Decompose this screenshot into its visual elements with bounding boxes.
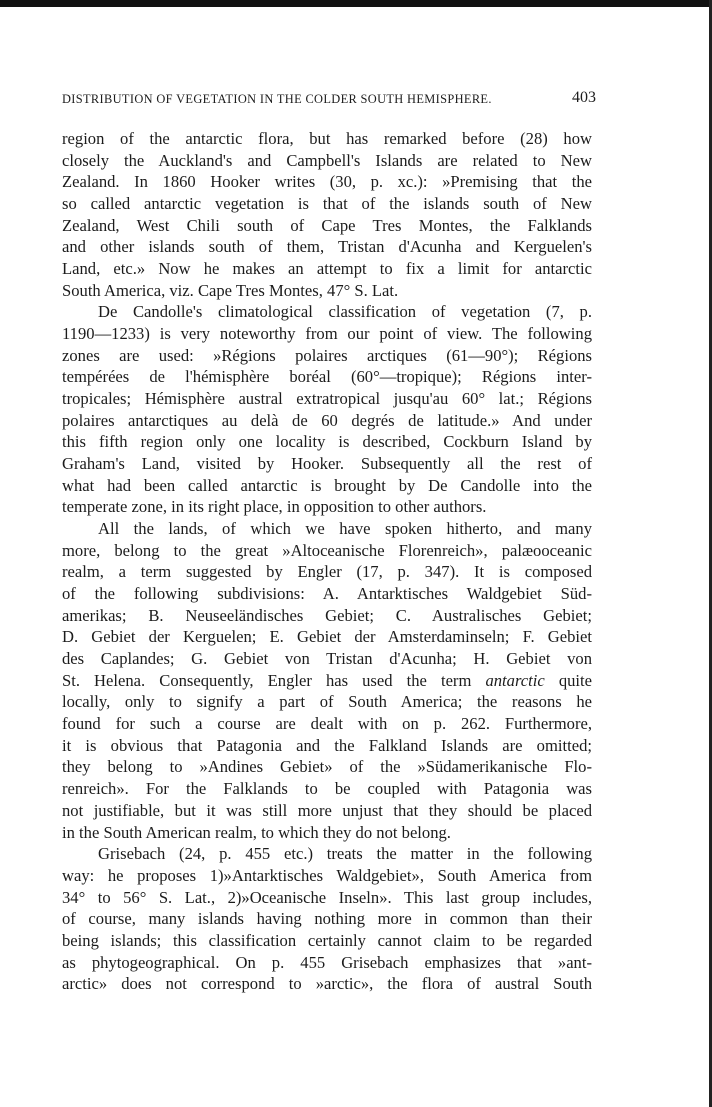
text-line: closely the Auckland's and Campbell's Islands are related to New bbox=[62, 150, 592, 170]
text-line: this fifth region only one locality is described, Cockburn Island by bbox=[62, 432, 592, 452]
text-line: being islands; this classification certainly cannot claim to be regarded bbox=[62, 930, 592, 950]
text-line: 1190—1233) is very noteworthy from our point of view. The following bbox=[62, 324, 592, 344]
page-number: 403 bbox=[572, 89, 596, 106]
body-text bbox=[62, 128, 592, 995]
text-line: des Caplandes; G. Gebiet von Tristan d'Acunha; H. Gebiet von bbox=[62, 649, 592, 669]
text-line: and other islands south of them, Tristan d'Acunha and Kerguelen's bbox=[62, 237, 592, 257]
text-line: renreich». For the Falklands to be coupled with Patagonia was bbox=[62, 779, 592, 799]
text-line: Zealand. In 1860 Hooker writes (30, p. xc.): »Premising that the bbox=[62, 172, 592, 192]
text-line: region of the antarctic flora, but has remarked before (28) how bbox=[62, 129, 592, 148]
text-line: as phytogeographical. On p. 455 Grisebach emphasizes that »ant- bbox=[62, 952, 592, 972]
text-line: more, belong to the great »Altoceanische Florenreich», palæooceanic bbox=[62, 540, 592, 560]
top-border-rule bbox=[0, 0, 712, 7]
text-line: Zealand, West Chili south of Cape Tres Montes, the Falklands bbox=[62, 215, 592, 235]
text-line: Graham's Land, visited by Hooker. Subsequently all the rest of bbox=[62, 454, 592, 474]
text-line: zones are used: »Régions polaires arctiques (61—90°); Régions bbox=[62, 345, 592, 365]
text-line: South America, viz. Cape Tres Montes, 47° S. Lat. bbox=[62, 280, 399, 300]
text-line: found for such a course are dealt with on p. 262. Furthermore, bbox=[62, 714, 592, 734]
text-line: temperate zone, in its right place, in opposition to other authors. bbox=[62, 497, 487, 517]
text-line: De Candolle's climatological classification of vegetation (7, p. bbox=[98, 302, 592, 322]
text-line: tropicales; Hémisphère austral extratropical jusqu'au 60° lat.; Régions bbox=[62, 389, 592, 409]
text-line: polaires antarctiques au delà de 60 degrés de latitude.» And under bbox=[62, 410, 592, 430]
text-line: arctic» does not correspond to »arctic», the flora of austral South bbox=[62, 974, 592, 994]
text-line: so called antarctic vegetation is that of the islands south of New bbox=[62, 194, 592, 214]
text-line: of course, many islands having nothing more in common than their bbox=[62, 909, 592, 929]
italic-term: antarctic bbox=[485, 670, 545, 690]
text-line bbox=[62, 670, 592, 692]
running-head bbox=[62, 89, 596, 107]
text-line: in the South American realm, to which they do not belong. bbox=[62, 822, 451, 842]
text-line: All the lands, of which we have spoken hitherto, and many bbox=[98, 519, 592, 539]
running-title: DISTRIBUTION OF VEGETATION IN THE COLDER SOUTH HEMISPHERE. bbox=[62, 92, 492, 106]
text-line: Land, etc.» Now he makes an attempt to fix a limit for antarctic bbox=[62, 259, 592, 279]
text-line: locally, only to signify a part of South America; the reasons he bbox=[62, 692, 592, 712]
text-line: amerikas; B. Neuseeländisches Gebiet; C. Australisches Gebiet; bbox=[62, 605, 592, 625]
text-segment: St. Helena. Consequently, Engler has used the term bbox=[62, 670, 472, 690]
text-line: of the following subdivisions: A. Antarktisches Waldgebiet Süd- bbox=[62, 584, 592, 604]
text-line: 34° to 56° S. Lat., 2)»Oceanische Inseln». This last group includes, bbox=[62, 887, 592, 907]
text-line: Grisebach (24, p. 455 etc.) treats the matter in the following bbox=[98, 844, 592, 864]
text-line: D. Gebiet der Kerguelen; E. Gebiet der Amsterdaminseln; F. Gebiet bbox=[62, 627, 592, 647]
text-line: way: he proposes 1)»Antarktisches Waldgebiet», South America from bbox=[62, 865, 592, 885]
text-line: realm, a term suggested by Engler (17, p. 347). It is composed bbox=[62, 562, 592, 582]
text-line: not justifiable, but it was still more unjust that they should be placed bbox=[62, 800, 592, 820]
text-segment: quite bbox=[558, 670, 593, 690]
text-line: it is obvious that Patagonia and the Falkland Islands are omitted; bbox=[62, 735, 592, 755]
text-line: what had been called antarctic is brought by De Candolle into the bbox=[62, 475, 592, 495]
text-line: tempérées de l'hémisphère boréal (60°—tropique); Régions inter- bbox=[62, 367, 592, 387]
text-line: they belong to »Andines Gebiet» of the »Südamerikanische Flo- bbox=[62, 757, 592, 777]
